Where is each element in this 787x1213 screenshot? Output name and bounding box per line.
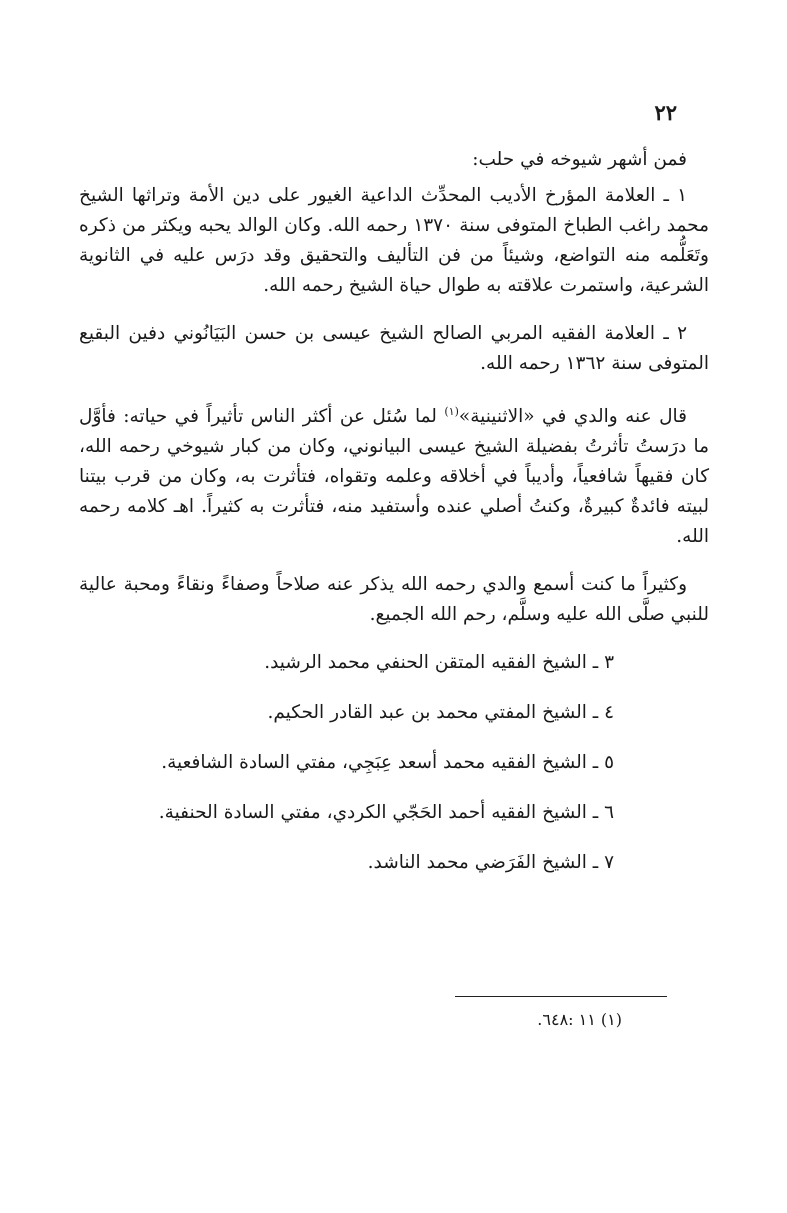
page-number: ٢٢ [654,100,677,125]
intro-line: فمن أشهر شيوخه في حلب: [472,149,687,170]
list-item: ٤ ـ الشيخ المفتي محمد بن عبد القادر الحكيم. [267,702,614,724]
footnote-divider [455,996,667,997]
teacher-list [79,648,709,878]
list-item: ٧ ـ الشيخ الفَرَضي محمد الناشد. [367,852,614,874]
list-item: ٣ ـ الشيخ الفقيه المتقن الحنفي محمد الرشيد. [264,652,614,674]
list-item: ٦ ـ الشيخ الفقيه أحمد الحَجّي الكردي، مفتي السادة الحنفية. [158,802,614,824]
quote-intro: قال عنه والدي في «الاثنينية» [458,406,687,428]
footnote: (١) ١١ :٦٤٨. [537,1010,622,1029]
quote-paragraph [79,397,709,552]
main-text [79,145,709,898]
quote-body: لما سُئل عن أكثر الناس تأثيراً في حياته: فأوَّل ما درَستُ تأثرتُ بفضيلة الشيخ عيسى البيانوني، وكان من كبار شيوخي رحمه الله، كان فقيهاً شافعياً، وأديباً في أخلاقه وعلمه وتقواه، فتأثرت به، وكان من قرب بيتنا لبيته فائدةٌ كبيرةٌ، وكنتُ أصلي عنده وأستفيد منه، فتأثرت به كثيراً. اهـ كلامه رحمه الله. [79,406,709,548]
footnote-ref: (١) [444,405,459,418]
often-paragraph: وكثيراً ما كنت أسمع والدي رحمه الله يذكر عنه صلاحاً وصفاءً ونقاءً ومحبة عالية للنبي صلَّى الله عليه وسلَّم، رحم الله الجميع. [79,574,709,626]
list-item: ٥ ـ الشيخ الفقيه محمد أسعد عِبَجِي، مفتي السادة الشافعية. [161,752,614,774]
teacher-item-1: ١ ـ العلامة المؤرخ الأديب المحدِّث الداعية الغيور على دين الأمة وتراثها الشيخ محمد راغب الطباخ المتوفى سنة ١٣٧٠ رحمه الله. وكان الوالد يحبه ويكثر من ذكره وتَعَلُّمه منه التواضع، وشيئاً من فن التأليف والتحقيق وقد درَس عليه في الثانوية الشرعية، واستمرت علاقته به طوال حياة الشيخ رحمه الله. [79,185,709,296]
teacher-item-2: ٢ ـ العلامة الفقيه المربي الصالح الشيخ عيسى بن حسن البَيَانُوني دفين البقيع المتوفى سنة ١٣٦٢ رحمه الله. [79,323,709,374]
